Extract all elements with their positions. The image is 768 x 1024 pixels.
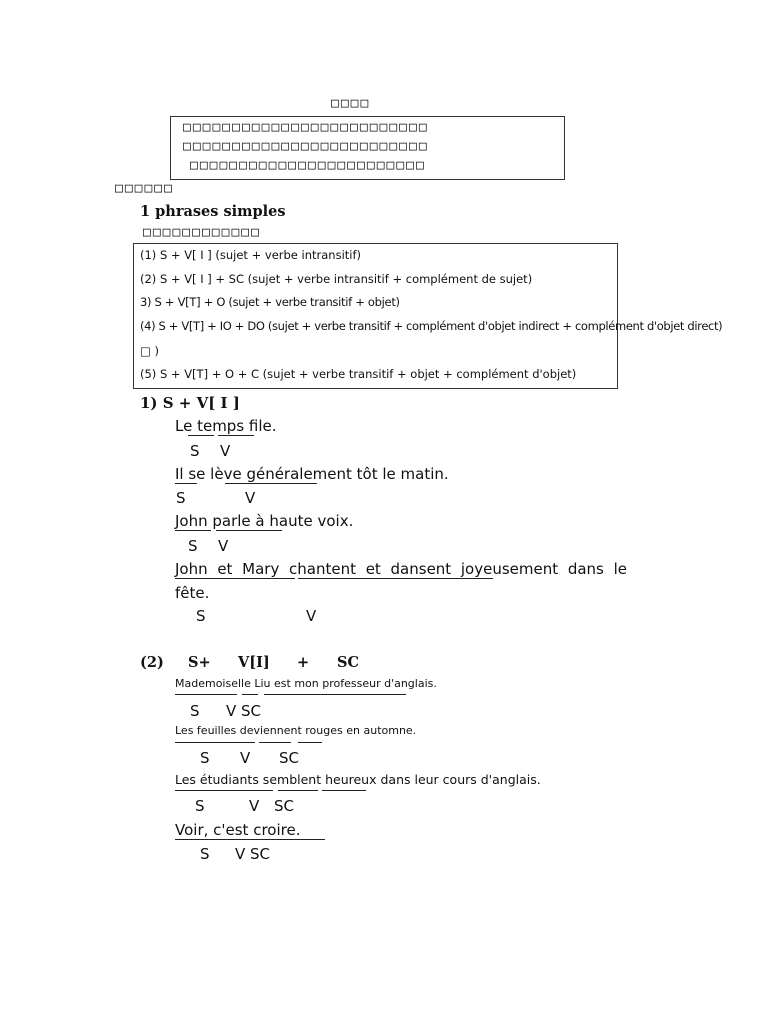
underline — [175, 694, 237, 695]
label-v: V — [218, 537, 229, 555]
label-v-sc: V SC — [235, 845, 271, 863]
intro-line-1: □□□□□□□□□□□□□□□□□□□□□□□□□ — [183, 120, 429, 135]
intro-line-3: □□□□□□□□□□□□□□□□□□□□□□□□ — [190, 158, 426, 173]
example-sentence — [175, 560, 627, 578]
example-sentence: Les feuilles deviennent rouges en automne. — [175, 724, 417, 737]
underline — [175, 742, 255, 743]
underline — [216, 530, 282, 531]
word: joyeusement — [460, 560, 559, 578]
label-s: S — [188, 537, 198, 555]
underline — [175, 790, 273, 791]
underline — [218, 435, 254, 436]
pattern-item-4-cont: □ ) — [140, 344, 160, 358]
label-v-sc: V SC — [226, 702, 262, 720]
word: et — [217, 560, 233, 578]
pattern2-heading-v: V[I] — [238, 654, 270, 671]
label-s: S — [190, 702, 200, 720]
example-sentence: Les étudiants semblent heureux dans leur cours d'anglais. — [175, 772, 541, 787]
pattern2-heading-sc: SC — [337, 654, 360, 671]
pattern-item-5: (5) S + V[T] + O + C (sujet + verbe transitif + objet + complément d'objet) — [140, 367, 577, 381]
pattern1-heading: 1) S + V[ I ] — [140, 394, 240, 412]
doc-title: □□□□ — [331, 96, 371, 111]
underline — [242, 694, 258, 695]
pattern-item-1: (1) S + V[ I ] (sujet + verbe intransitif) — [140, 248, 362, 262]
word: John — [175, 560, 208, 578]
label-v: V — [306, 607, 317, 625]
underline — [298, 578, 493, 579]
pattern2-heading-num: (2) — [140, 654, 164, 671]
pattern-item-3: 3) S + V[T] + O (sujet + verbe transitif + objet) — [140, 295, 400, 309]
word: dansent — [390, 560, 452, 578]
label-s: S — [196, 607, 206, 625]
label-v: V — [240, 749, 251, 767]
pattern-item-4: (4) S + V[T] + IO + DO (sujet + verbe transitif + complément d'objet indirect + complément d'objet direct) — [140, 319, 723, 333]
underline — [225, 483, 317, 484]
word: chantent — [289, 560, 356, 578]
section-subtitle: □□□□□□□□□□□□ — [143, 225, 261, 240]
underline — [264, 694, 406, 695]
label-sc: SC — [279, 749, 299, 767]
word: et — [365, 560, 381, 578]
section-heading: □□□□□□ — [115, 181, 174, 196]
pattern-item-2: (2) S + V[ I ] + SC (sujet + verbe intransitif + complément de sujet) — [140, 272, 533, 286]
label-v: V — [249, 797, 260, 815]
label-s: S — [200, 845, 210, 863]
pattern2-heading-s: S+ — [188, 654, 211, 671]
example-sentence: Il se lève généralement tôt le matin. — [175, 465, 449, 483]
label-v: V — [220, 442, 231, 460]
example-sentence: Le temps file. — [175, 417, 277, 435]
word: Mary — [242, 560, 280, 578]
example-sentence-cont: fête. — [175, 584, 210, 602]
label-s: S — [176, 489, 186, 507]
intro-line-2: □□□□□□□□□□□□□□□□□□□□□□□□□ — [183, 139, 429, 154]
underline — [175, 578, 295, 579]
word: dans — [567, 560, 604, 578]
label-s: S — [195, 797, 205, 815]
label-s: S — [190, 442, 200, 460]
label-sc: SC — [274, 797, 294, 815]
underline — [259, 742, 291, 743]
underline — [188, 435, 214, 436]
section-title: 1 phrases simples — [140, 203, 286, 220]
underline — [175, 530, 211, 531]
underline — [278, 790, 318, 791]
example-sentence: John parle à haute voix. — [175, 512, 354, 530]
word: le — [613, 560, 627, 578]
underline — [175, 483, 197, 484]
underline — [175, 839, 325, 840]
label-v: V — [245, 489, 256, 507]
example-sentence: Mademoiselle Liu est mon professeur d'anglais. — [175, 677, 437, 690]
underline — [298, 742, 322, 743]
example-sentence: Voir, c'est croire. — [175, 821, 301, 839]
underline — [322, 790, 366, 791]
pattern2-heading-plus: + — [297, 654, 310, 671]
label-s: S — [200, 749, 210, 767]
